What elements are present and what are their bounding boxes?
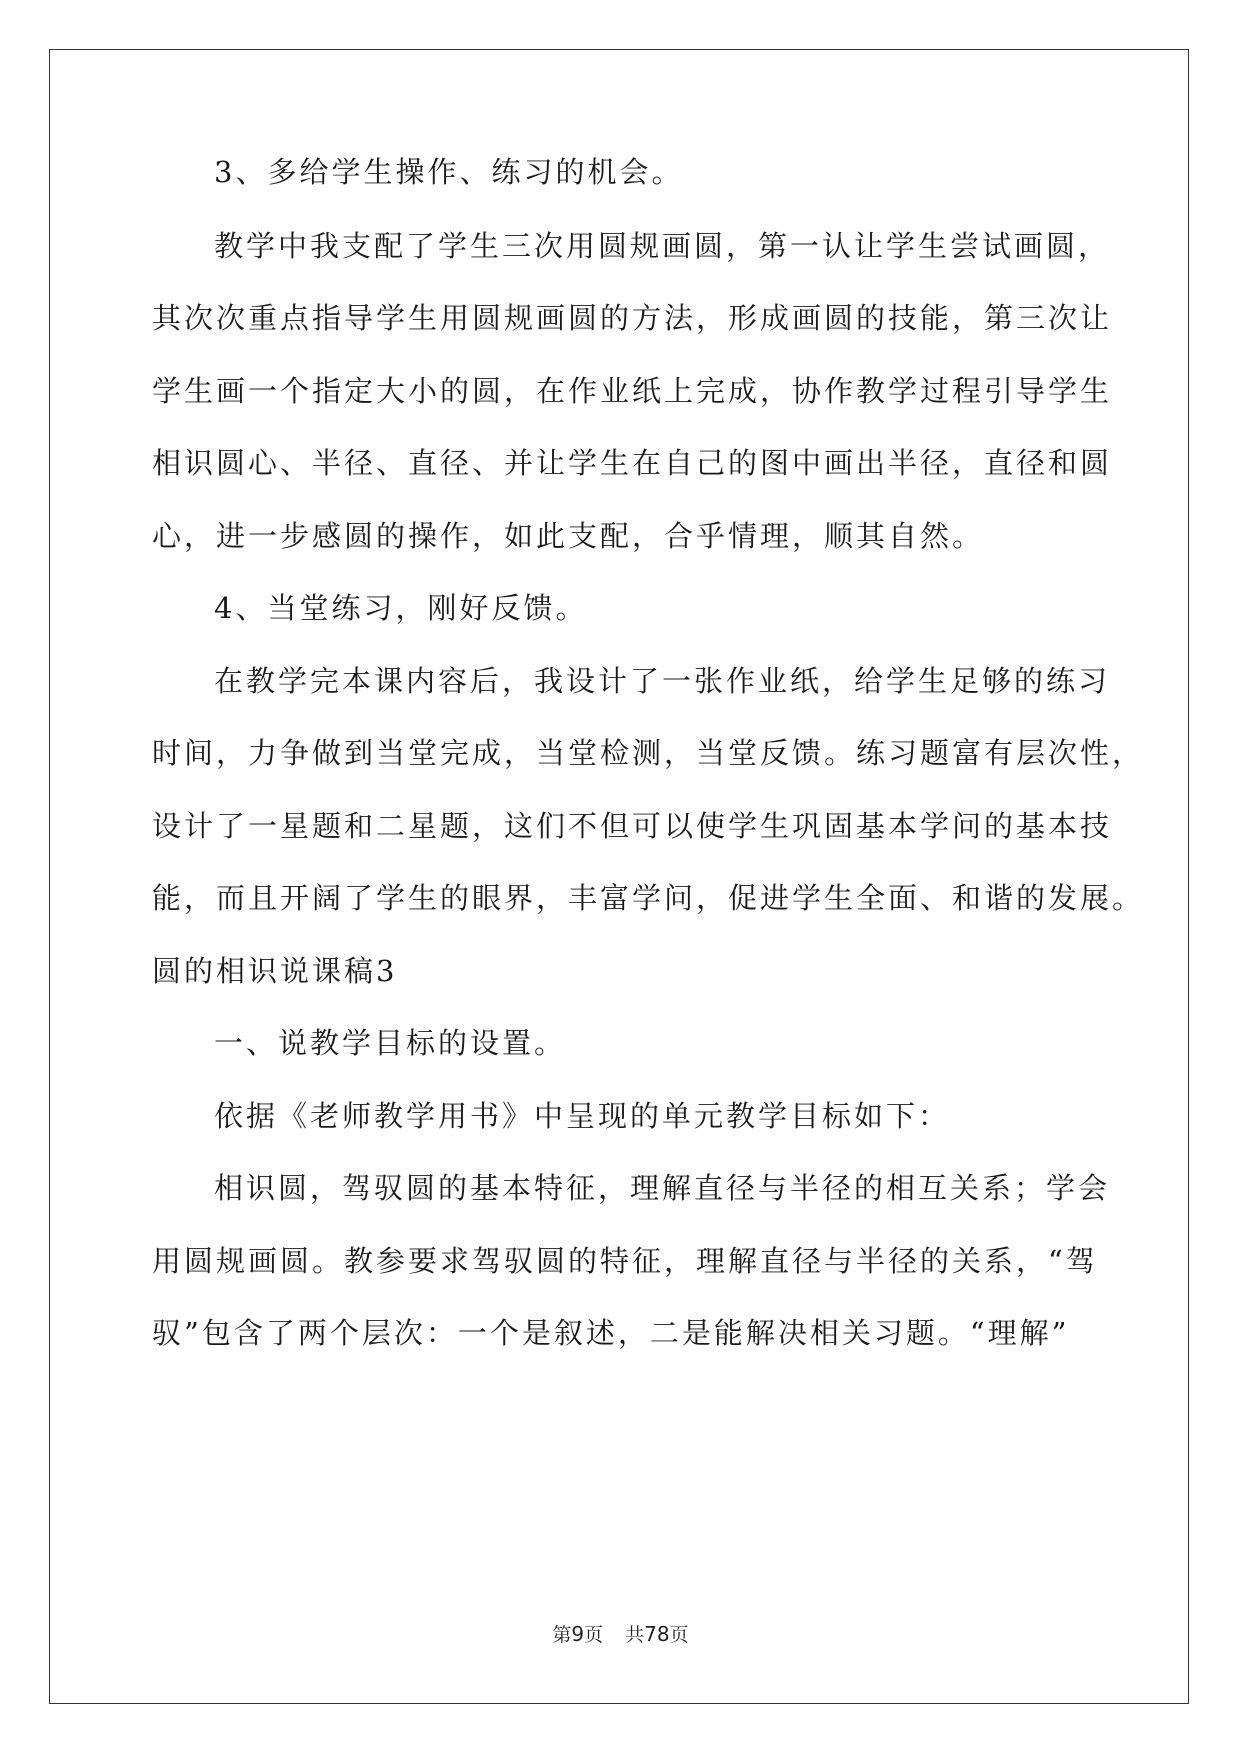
paragraph-line: 设计了一星题和二星题，这们不但可以使学生巩固基本学问的基本技: [152, 809, 1113, 843]
paragraph-line: 其次次重点指导学生用圆规画圆的方法，形成画圆的技能，第三次让: [152, 301, 1113, 335]
paragraph-line: 学生画一个指定大小的圆，在作业纸上完成，协作教学过程引导学生: [152, 374, 1113, 408]
paragraph-line: 时间，力争做到当堂完成，当堂检测，当堂反馈。练习题富有层次性，: [152, 736, 1145, 770]
page-prefix: 第: [552, 1624, 572, 1646]
page-footer: [0, 1620, 1241, 1647]
paragraph-line: 教学中我支配了学生三次用圆规画圆，第一认让学生尝试画圆，: [214, 229, 1111, 263]
paragraph-line: 一、说教学目标的设置。: [214, 1026, 567, 1060]
paragraph-line: 能，而且开阔了学生的眼界，丰富学问，促进学生全面、和谐的发展。: [152, 881, 1145, 915]
paragraph-line: 4、当堂练习，刚好反馈。: [214, 591, 588, 625]
page-number: 9: [571, 1622, 585, 1646]
total-suffix: 页: [669, 1624, 689, 1646]
paragraph-line: 相识圆，驾驭圆的基本特征，理解直径与半径的相互关系；学会: [214, 1171, 1111, 1205]
paragraph-line: 用圆规画圆。教参要求驾驭圆的特征，理解直径与半径的关系，“驾: [152, 1244, 1098, 1278]
paragraph-line: 3、多给学生操作、练习的机会。: [214, 155, 684, 189]
paragraph-line: 心，进一步感圆的操作，如此支配，合乎情理，顺其自然。: [152, 519, 985, 553]
total-prefix: 共: [625, 1624, 645, 1646]
section-heading: 圆的相识说课稿3: [152, 954, 398, 988]
paragraph-line: 驭”包含了两个层次：一个是叙述，二是能解决相关习题。“理解”: [152, 1316, 1070, 1350]
paragraph-line: 在教学完本课内容后，我设计了一张作业纸，给学生足够的练习: [214, 664, 1111, 698]
page-suffix: 页: [584, 1624, 604, 1646]
paragraph-line: 依据《老师教学用书》中呈现的单元教学目标如下：: [214, 1099, 951, 1133]
paragraph-line: 相识圆心、半径、直径、并让学生在自己的图中画出半径，直径和圆: [152, 446, 1113, 480]
total-pages: 78: [644, 1622, 670, 1646]
